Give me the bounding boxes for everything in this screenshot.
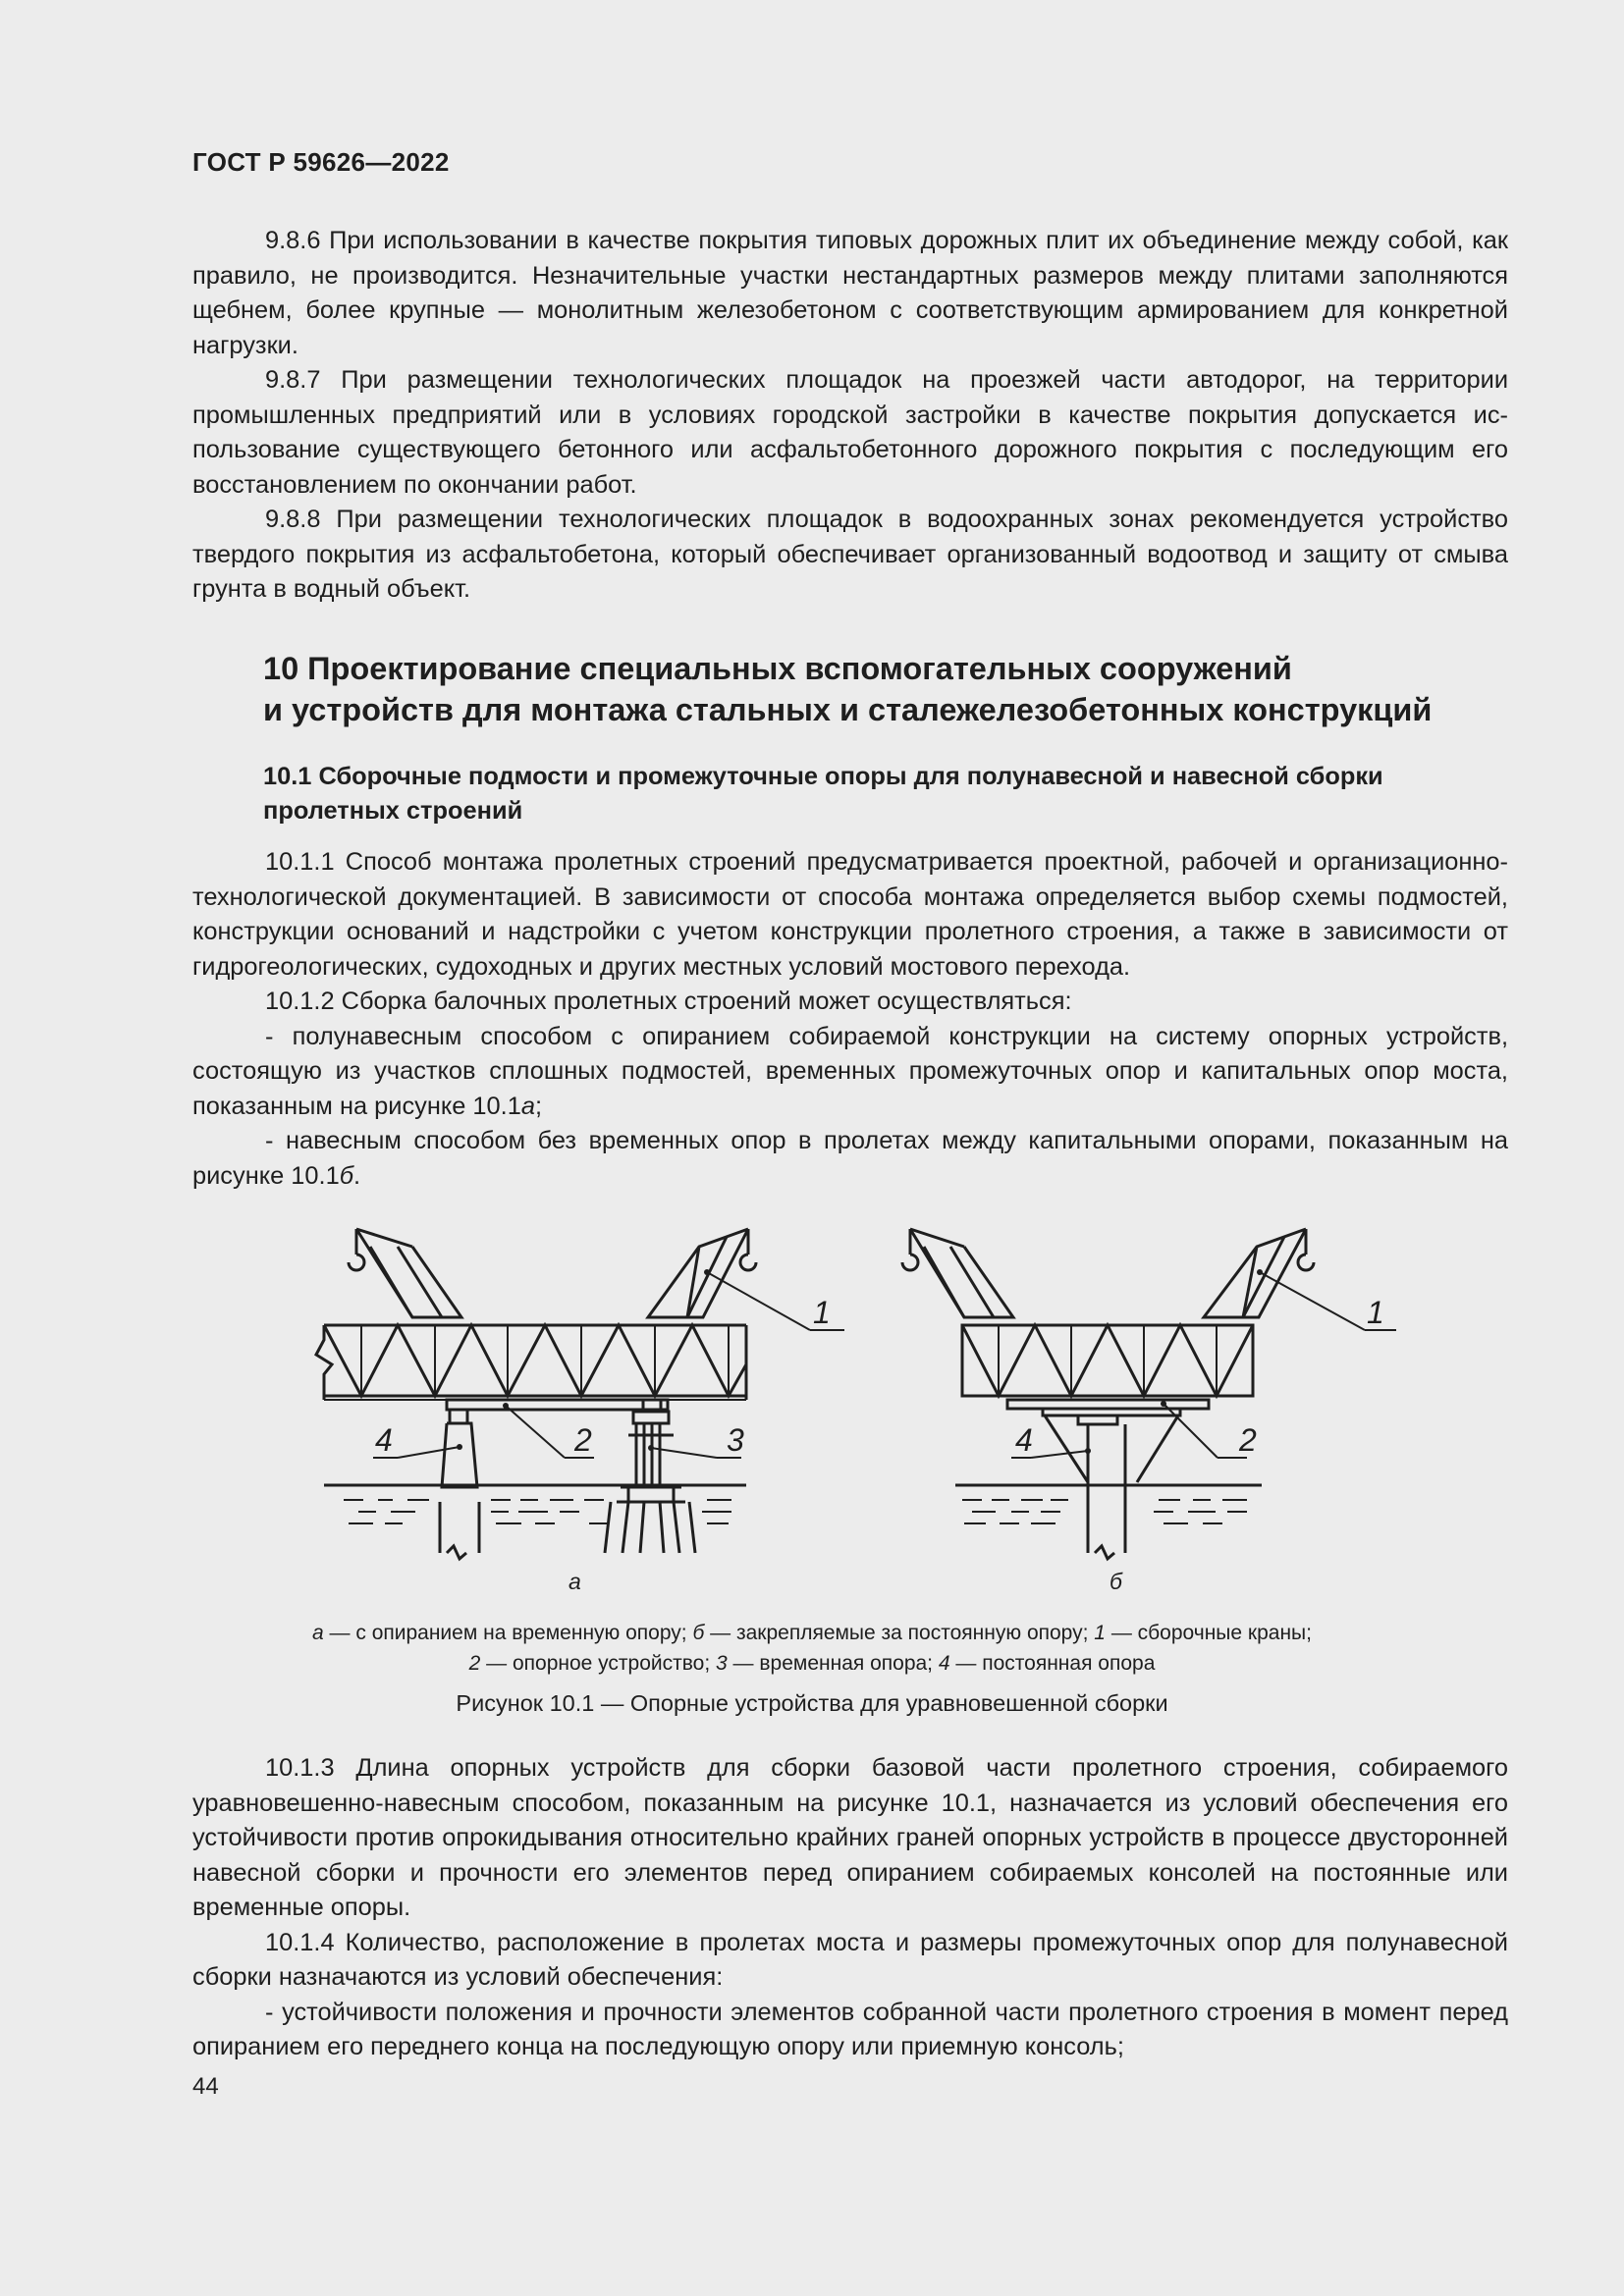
paragraph-10-1-4: 10.1.4 Количество, расположение в пролетах моста и размеры промежуточных опор для полунавесной сборки назначаются из условий обеспечения: xyxy=(192,1928,1508,1991)
legend-line-2 xyxy=(192,1648,1432,1679)
document-header: ГОСТ Р 59626—2022 xyxy=(192,147,450,177)
section-10-heading-line2: и устройств для монтажа стальных и сталежелезобетонных конструкций xyxy=(263,692,1433,727)
list-item-text: - полунавесным способом с опиранием собираемой конструкции на систему опорных устройств, состоящую из участков сплошных подмостей, временных промежуточных опор и капитальных опор моста, показанным на рисунке 10.1 xyxy=(192,1022,1508,1120)
crane-left-b xyxy=(902,1229,1013,1317)
truss-b xyxy=(962,1325,1253,1396)
callout-2-a: 2 xyxy=(574,1422,592,1458)
section-10-1-continued xyxy=(192,1751,1508,2065)
truss-a xyxy=(316,1325,746,1400)
callout-lines-b xyxy=(1011,1272,1396,1458)
paragraph-9-8-6: 9.8.6 При использовании в качестве покрытия типовых дорожных плит их объединение между собой, как правило, не производится. Незначительные участки нестандартных размеров между плитами заполняются щебнем, более крупные — монолитным железобетоном с соответствующим армированием для конкретной нагрузки. xyxy=(192,227,1508,359)
section-9-8-paragraphs xyxy=(192,224,1508,608)
subsection-10-1-heading-line1: 10.1 Сборочные подмости и промежуточные опоры для полунавесной и навесной сборки xyxy=(263,763,1383,790)
legend-key-1: 1 xyxy=(1094,1622,1106,1644)
diagram-b xyxy=(902,1229,1396,1559)
subsection-10-1-heading-line2: пролетных строений xyxy=(263,797,523,825)
callout-3-a: 3 xyxy=(727,1422,744,1458)
paragraph-10-1-3: 10.1.3 Длина опорных устройств для сборки базовой части пролетного строения, собираемого уравновешенно-навесным способом, показанным на рисунке 10.1, назначается из условий обеспечения его устойчивости против опрокидывания относительно крайних граней опорных устройств в процессе двусторонней навесной сборки и прочности его элементов перед опиранием собираемых консолей на постоянные или временные опоры. xyxy=(192,1754,1508,1921)
legend-text-4: — постоянная опора xyxy=(949,1652,1156,1675)
legend-text-a: — с опиранием на временную опору; xyxy=(323,1622,693,1644)
punctuation: ; xyxy=(534,1092,543,1120)
punctuation: . xyxy=(353,1161,361,1190)
legend-key-3: 3 xyxy=(716,1652,728,1675)
callout-4-a: 4 xyxy=(375,1422,393,1458)
callout-lines-a xyxy=(373,1272,844,1458)
subsection-10-1-heading xyxy=(263,760,1520,828)
figure-caption: Рисунок 10.1 — Опорные устройства для уравновешенной сборки xyxy=(456,1690,1168,1716)
permanent-pier-a xyxy=(440,1423,479,1559)
callout-4-b: 4 xyxy=(1015,1422,1033,1458)
water-a xyxy=(324,1485,746,1523)
callout-2-b: 2 xyxy=(1239,1422,1257,1458)
figure-10-1-drawing xyxy=(0,1207,1624,1629)
list-item-semi-cantilever xyxy=(192,1020,1508,1125)
page-number: 44 xyxy=(192,2073,219,2100)
paragraph-10-1-1: 10.1.1 Способ монтажа пролетных строений предусматривается проектной, рабочей и организационно-технологической документацией. В зависимости от способа монтажа определяется выбор схемы подмостей, конструкции оснований и надстройки с учетом конструкции пролетного строения, а также в зависимости от гидрогеологических, судоходных и других местных условий мостового перехода. xyxy=(192,848,1508,981)
section-10-1-paragraphs xyxy=(192,845,1508,1194)
legend-text-3: — временная опора; xyxy=(727,1652,939,1675)
figure-ref-a: а xyxy=(520,1092,535,1120)
paragraph-9-8-7: 9.8.7 При размещении технологических площадок на проезжей части автодорог, на территории промышленных предприятий или в условиях городской застройки в качестве покрытия допускается использование существующего бетонного или асфальтобетонного дорожного покрытия с последующим его восстановлением по окончании работ. xyxy=(192,366,1508,499)
legend-key-b: б xyxy=(692,1622,705,1644)
figure-legend xyxy=(192,1618,1432,1679)
temporary-pier-a xyxy=(605,1412,695,1553)
list-item-text: - навесным способом без временных опор в пролетах между капитальными опорами, показанным на рисунке 10.1 xyxy=(192,1127,1508,1190)
permanent-pier-b xyxy=(1088,1424,1125,1559)
callout-1-a: 1 xyxy=(813,1295,831,1330)
list-item-cantilever xyxy=(192,1124,1508,1194)
legend-key-a: а xyxy=(312,1622,324,1644)
water-b xyxy=(955,1485,1262,1523)
figure-label-a: а xyxy=(568,1569,581,1594)
figure-ref-b: б xyxy=(339,1161,354,1190)
figure-10-1 xyxy=(0,1207,1624,1629)
diagram-a xyxy=(316,1229,844,1559)
legend-text-1: — сборочные краны; xyxy=(1105,1622,1312,1644)
legend-text-2: — опорное устройство; xyxy=(480,1652,717,1675)
section-10-heading xyxy=(263,648,1540,730)
legend-key-4: 4 xyxy=(938,1652,950,1675)
support-device-a xyxy=(447,1400,668,1410)
figure-label-b: б xyxy=(1110,1569,1122,1594)
crane-right-a xyxy=(648,1229,756,1317)
section-10-heading-line1: 10 Проектирование специальных вспомогательных сооружений xyxy=(263,651,1292,686)
crane-left-a xyxy=(349,1229,461,1317)
legend-text-b: — закрепляемые за постоянную опору; xyxy=(704,1622,1095,1644)
paragraph-10-1-2: 10.1.2 Сборка балочных пролетных строений может осуществляться: xyxy=(265,988,1072,1015)
callout-1-b: 1 xyxy=(1367,1295,1384,1330)
paragraph-9-8-8: 9.8.8 При размещении технологических площадок в водоохранных зонах рекомендуется устройство твердого покрытия из асфальтобетона, который обеспечивает организованный водоотвод и защиту от смыва грунта в водный объект. xyxy=(192,506,1508,603)
legend-key-2: 2 xyxy=(468,1652,481,1675)
legend-line-1 xyxy=(192,1618,1432,1648)
list-item-stability: - устойчивости положения и прочности элементов собранной части пролетного строения в момент перед опиранием его переднего конца на последующую опору или приемную консоль; xyxy=(192,1998,1508,2060)
